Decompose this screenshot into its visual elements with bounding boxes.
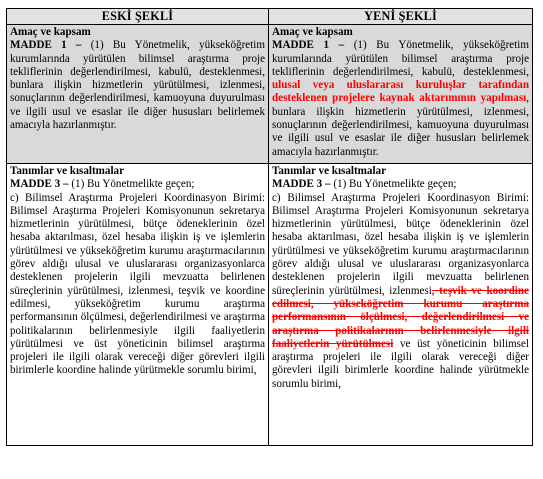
article-1-added-text: ulusal veya uluslararası kuruluşlar tarafından desteklenen projelere kaynak aktarımının yapılması <box>272 79 529 105</box>
article-3-new-heading: Tanımlar ve kısaltmalar <box>272 165 387 177</box>
article-3-old-number: MADDE 3 – <box>10 178 69 191</box>
article-1-new-heading: Amaç ve kapsam <box>272 26 353 38</box>
article-3-old-cell <box>7 164 269 446</box>
article-3-row <box>7 164 533 446</box>
article-1-old-body: (1) Bu Yönetmelik, yükseköğretim kurumlarında yürütülen bilimsel araştırma proje tekliflerinin değerlendirilmesi, kabulü, desteklenmesi, bunlara ilişkin hizmetlerin yürütülmesi, izlenmesi, sonuçlarının değerlendirilmesi, kamuoyuna duyurulması ve ilgili usul ve esaslar ile diğer hususları belirlemek amacıyla hazırlanmıştır. <box>10 39 266 132</box>
article-1-old-number: MADDE 1 – <box>10 39 82 52</box>
article-1-new-body-end: , bunlara ilişkin hizmetlerin yürütülmesi, izlenmesi, sonuçlarının değerlendirilmesi, kamuoyuna duyurulması ve ilgili usul ve esaslar ile diğer hususları belirlemek amacıyla hazırlanmıştır. <box>272 92 529 158</box>
article-1-old-heading: Amaç ve kapsam <box>10 26 91 38</box>
article-3-new-intro: (1) Bu Yönetmelikte geçen; <box>333 178 457 191</box>
article-3-new-body-start: c) Bilimsel Araştırma Projeleri Koordinasyon Birimi: Bilimsel Araştırma Projeleri Komisyonunun sekretarya hizmetlerinin yürütülmesi, bütçe ödeneklerinin özel hesaba aktarılması, özel hesaba ilişkin iş ve işlemlerin yürütülmesi ve yükseköğretim kurumu araştırmacılarının görev aldığı ulusal ve uluslararası organizasyonlarca desteklenen projelerin ilgili mevzuatta belirlenen süreçlerinin yürütülmesi, izlenmesi <box>272 191 529 297</box>
article-1-new-body-start: (1) Bu Yönetmelik, yükseköğretim kurumlarında yürütülen bilimsel araştırma proje tekliflerinin değerlendirilmesi, kabulü, desteklenmesi, <box>272 39 530 78</box>
comparison-table <box>6 8 533 446</box>
article-3-deleted-text: , teşvik ve koordine edilmesi, yükseköğretim kurumu araştırma performansının ölçülmesi, değerlendirilmesi ve araştırma politikalarının belirlenmesiyle ilgili faaliyetlerin yürütülmesi <box>272 284 529 350</box>
old-version-header: ESKİ ŞEKLİ <box>7 9 269 25</box>
new-version-header: YENİ ŞEKLİ <box>269 9 533 25</box>
header-row <box>7 9 533 25</box>
article-3-new-cell <box>269 164 533 446</box>
article-3-old-intro: (1) Bu Yönetmelikte geçen; <box>71 178 195 191</box>
article-3-old-heading: Tanımlar ve kısaltmalar <box>10 165 125 177</box>
article-3-new-number: MADDE 3 – <box>272 178 331 191</box>
article-3-new-body-end: ve üst yöneticinin bilimsel araştırma projeleri ile ilgili olarak vereceği diğer görevleri ilgili birimlerle koordine halinde yürütmekle sorumlu birimi, <box>272 337 529 390</box>
article-1-new-cell <box>269 25 533 164</box>
article-1-row <box>7 25 533 164</box>
article-3-new-body <box>272 192 529 391</box>
article-3-old-body: c) Bilimsel Araştırma Projeleri Koordinasyon Birimi: Bilimsel Araştırma Projeleri Komisyonunun sekretarya hizmetlerinin yürütülmesi, bütçe ödeneklerinin özel hesaba aktarılması, özel hesaba ilişkin iş ve işlemlerin yürütülmesi ve yükseköğretim kurumu araştırmacılarının görev aldığı ulusal ve uluslararası organizasyonlarca desteklenen projelerin ilgili mevzuatta belirlenen süreçlerinin yürütülmesi, izlenmesi, teşvik ve koordine edilmesi, yükseköğretim kurumu araştırma performansının ölçülmesi, değerlendirilmesi ve araştırma politikalarının belirlenmesiyle ilgili faaliyetlerin yürütülmesi ve üst yöneticinin bilimsel araştırma projeleri ile ilgili olarak vereceği diğer görevleri ilgili birimlerle koordine halinde yürütmekle sorumlu birimi, <box>10 191 265 377</box>
article-1-old-cell <box>7 25 269 164</box>
article-1-new-number: MADDE 1 – <box>272 39 345 52</box>
